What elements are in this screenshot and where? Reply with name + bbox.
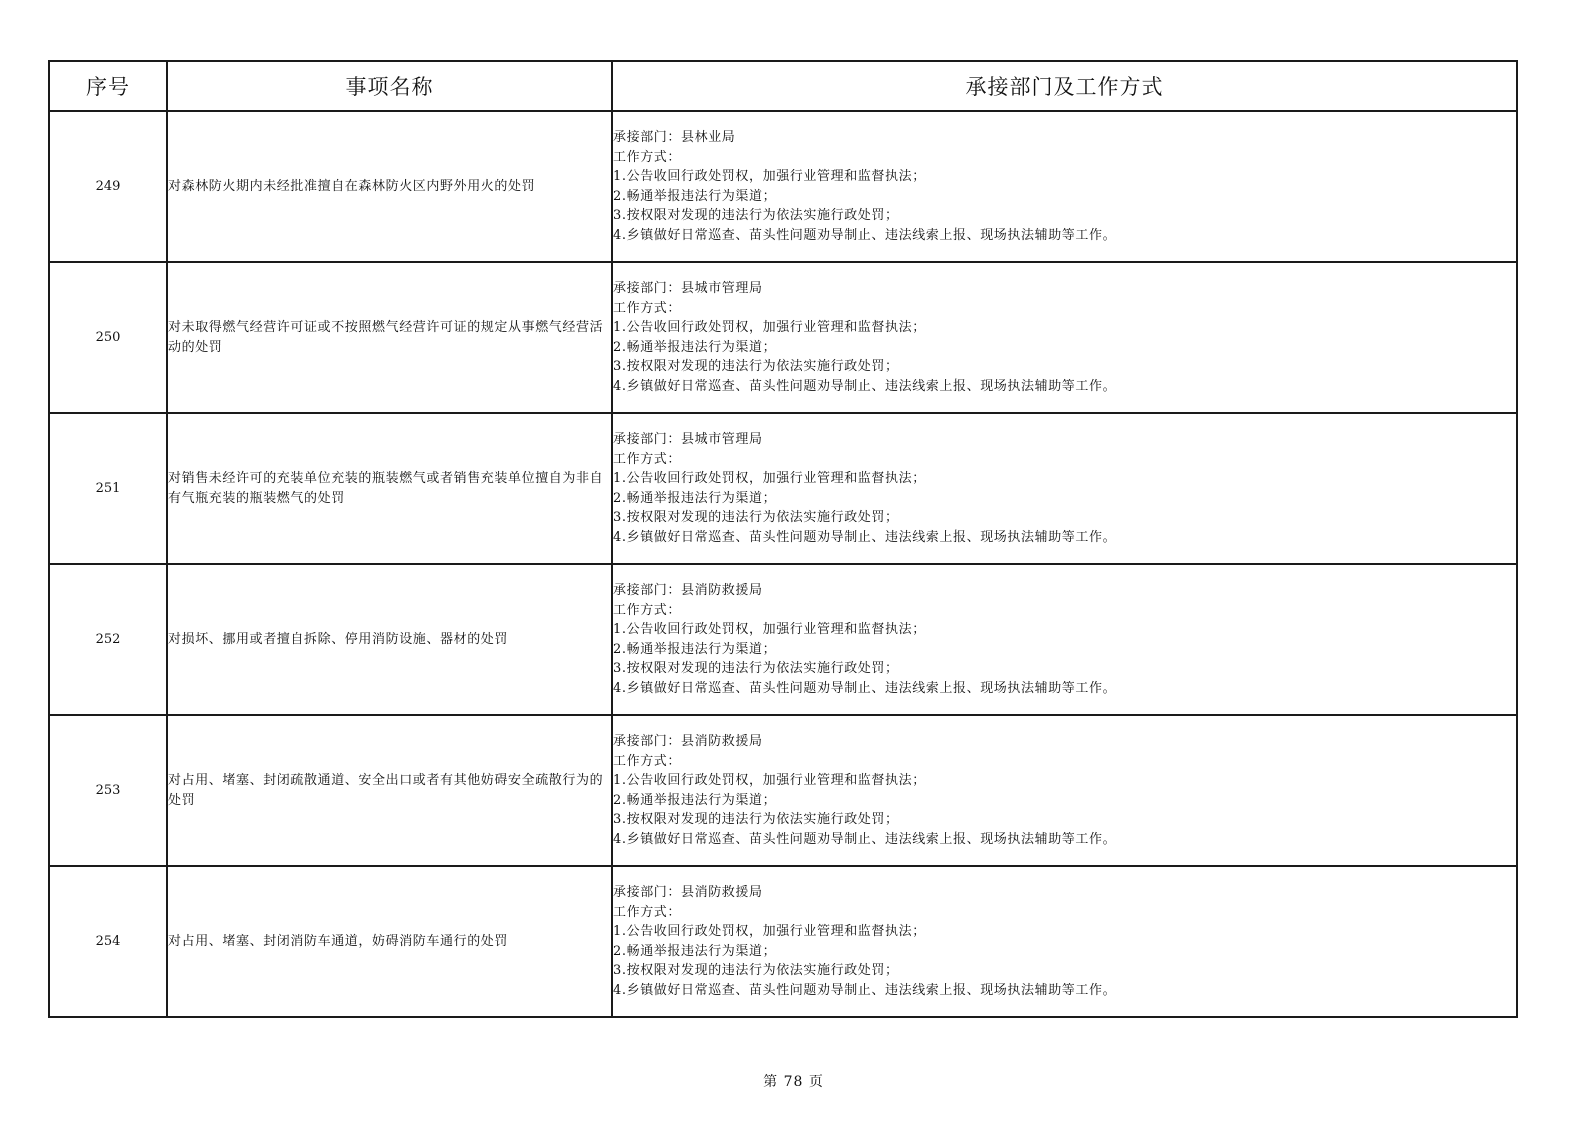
dept-line: 4.乡镇做好日常巡查、苗头性问题劝导制止、违法线索上报、现场执法辅助等工作。 bbox=[613, 227, 1117, 243]
dept-line: 3.按权限对发现的违法行为依法实施行政处罚； bbox=[613, 359, 899, 374]
dept-line: 2.畅通举报违法行为渠道； bbox=[613, 943, 777, 959]
row-seq: 250 bbox=[49, 262, 167, 413]
row-item-name: 对森林防火期内未经批准擅自在森林防火区内野外用火的处罚 bbox=[167, 111, 612, 262]
dept-line: 承接部门：县林业局 bbox=[613, 130, 736, 145]
dept-line: 承接部门：县消防救援局 bbox=[613, 734, 763, 749]
dept-line: 1.公告收回行政处罚权，加强行业管理和监督执法； bbox=[613, 320, 926, 335]
dept-line: 4.乡镇做好日常巡查、苗头性问题劝导制止、违法线索上报、现场执法辅助等工作。 bbox=[613, 831, 1117, 847]
table-row bbox=[49, 111, 1517, 262]
row-seq: 249 bbox=[49, 111, 167, 262]
dept-line: 4.乡镇做好日常巡查、苗头性问题劝导制止、违法线索上报、现场执法辅助等工作。 bbox=[613, 529, 1117, 545]
dept-line: 4.乡镇做好日常巡查、苗头性问题劝导制止、违法线索上报、现场执法辅助等工作。 bbox=[613, 378, 1117, 394]
row-item-name: 对销售未经许可的充装单位充装的瓶装燃气或者销售充装单位擅自为非自有气瓶充装的瓶装燃气的处罚 bbox=[167, 413, 612, 564]
dept-line: 工作方式： bbox=[613, 149, 682, 165]
dept-line: 1.公告收回行政处罚权，加强行业管理和监督执法； bbox=[613, 622, 926, 637]
dept-line: 承接部门：县城市管理局 bbox=[613, 432, 763, 447]
dept-line: 工作方式： bbox=[613, 904, 682, 920]
row-item-name: 对占用、堵塞、封闭疏散通道、安全出口或者有其他妨碍安全疏散行为的处罚 bbox=[167, 715, 612, 866]
dept-line: 2.畅通举报违法行为渠道； bbox=[613, 641, 777, 657]
row-dept-method bbox=[612, 413, 1517, 564]
page-number: 第 78 页 bbox=[763, 1074, 824, 1090]
header-seq: 序号 bbox=[49, 61, 167, 111]
dept-line: 承接部门：县消防救援局 bbox=[613, 885, 763, 900]
dept-line: 工作方式： bbox=[613, 300, 682, 316]
dept-line: 1.公告收回行政处罚权，加强行业管理和监督执法； bbox=[613, 169, 926, 184]
row-item-name: 对占用、堵塞、封闭消防车通道，妨碍消防车通行的处罚 bbox=[167, 866, 612, 1017]
row-seq: 253 bbox=[49, 715, 167, 866]
table-row bbox=[49, 413, 1517, 564]
dept-line: 2.畅通举报违法行为渠道； bbox=[613, 339, 777, 355]
row-seq: 251 bbox=[49, 413, 167, 564]
table-row bbox=[49, 564, 1517, 715]
row-dept-method bbox=[612, 715, 1517, 866]
dept-line: 3.按权限对发现的违法行为依法实施行政处罚； bbox=[613, 661, 899, 676]
row-item-name: 对未取得燃气经营许可证或不按照燃气经营许可证的规定从事燃气经营活动的处罚 bbox=[167, 262, 612, 413]
items-table bbox=[48, 60, 1518, 1018]
table-row bbox=[49, 262, 1517, 413]
dept-line: 3.按权限对发现的违法行为依法实施行政处罚； bbox=[613, 963, 899, 978]
row-dept-method bbox=[612, 111, 1517, 262]
dept-line: 4.乡镇做好日常巡查、苗头性问题劝导制止、违法线索上报、现场执法辅助等工作。 bbox=[613, 982, 1117, 998]
dept-line: 1.公告收回行政处罚权，加强行业管理和监督执法； bbox=[613, 924, 926, 939]
table-header-row bbox=[49, 61, 1517, 111]
row-seq: 254 bbox=[49, 866, 167, 1017]
dept-line: 3.按权限对发现的违法行为依法实施行政处罚； bbox=[613, 208, 899, 223]
header-dept-method: 承接部门及工作方式 bbox=[612, 61, 1517, 111]
dept-line: 工作方式： bbox=[613, 753, 682, 769]
dept-line: 1.公告收回行政处罚权，加强行业管理和监督执法； bbox=[613, 471, 926, 486]
dept-line: 3.按权限对发现的违法行为依法实施行政处罚； bbox=[613, 510, 899, 525]
dept-line: 1.公告收回行政处罚权，加强行业管理和监督执法； bbox=[613, 773, 926, 788]
dept-line: 工作方式： bbox=[613, 451, 682, 467]
table-row bbox=[49, 866, 1517, 1017]
header-item-name: 事项名称 bbox=[167, 61, 612, 111]
dept-line: 4.乡镇做好日常巡查、苗头性问题劝导制止、违法线索上报、现场执法辅助等工作。 bbox=[613, 680, 1117, 696]
row-dept-method bbox=[612, 866, 1517, 1017]
table-row bbox=[49, 715, 1517, 866]
dept-line: 工作方式： bbox=[613, 602, 682, 618]
document-sheet bbox=[48, 60, 1516, 1018]
row-seq: 252 bbox=[49, 564, 167, 715]
dept-line: 3.按权限对发现的违法行为依法实施行政处罚； bbox=[613, 812, 899, 827]
row-dept-method bbox=[612, 262, 1517, 413]
row-item-name: 对损坏、挪用或者擅自拆除、停用消防设施、器材的处罚 bbox=[167, 564, 612, 715]
row-dept-method bbox=[612, 564, 1517, 715]
dept-line: 承接部门：县消防救援局 bbox=[613, 583, 763, 598]
dept-line: 承接部门：县城市管理局 bbox=[613, 281, 763, 296]
dept-line: 2.畅通举报违法行为渠道； bbox=[613, 792, 777, 808]
dept-line: 2.畅通举报违法行为渠道； bbox=[613, 188, 777, 204]
dept-line: 2.畅通举报违法行为渠道； bbox=[613, 490, 777, 506]
